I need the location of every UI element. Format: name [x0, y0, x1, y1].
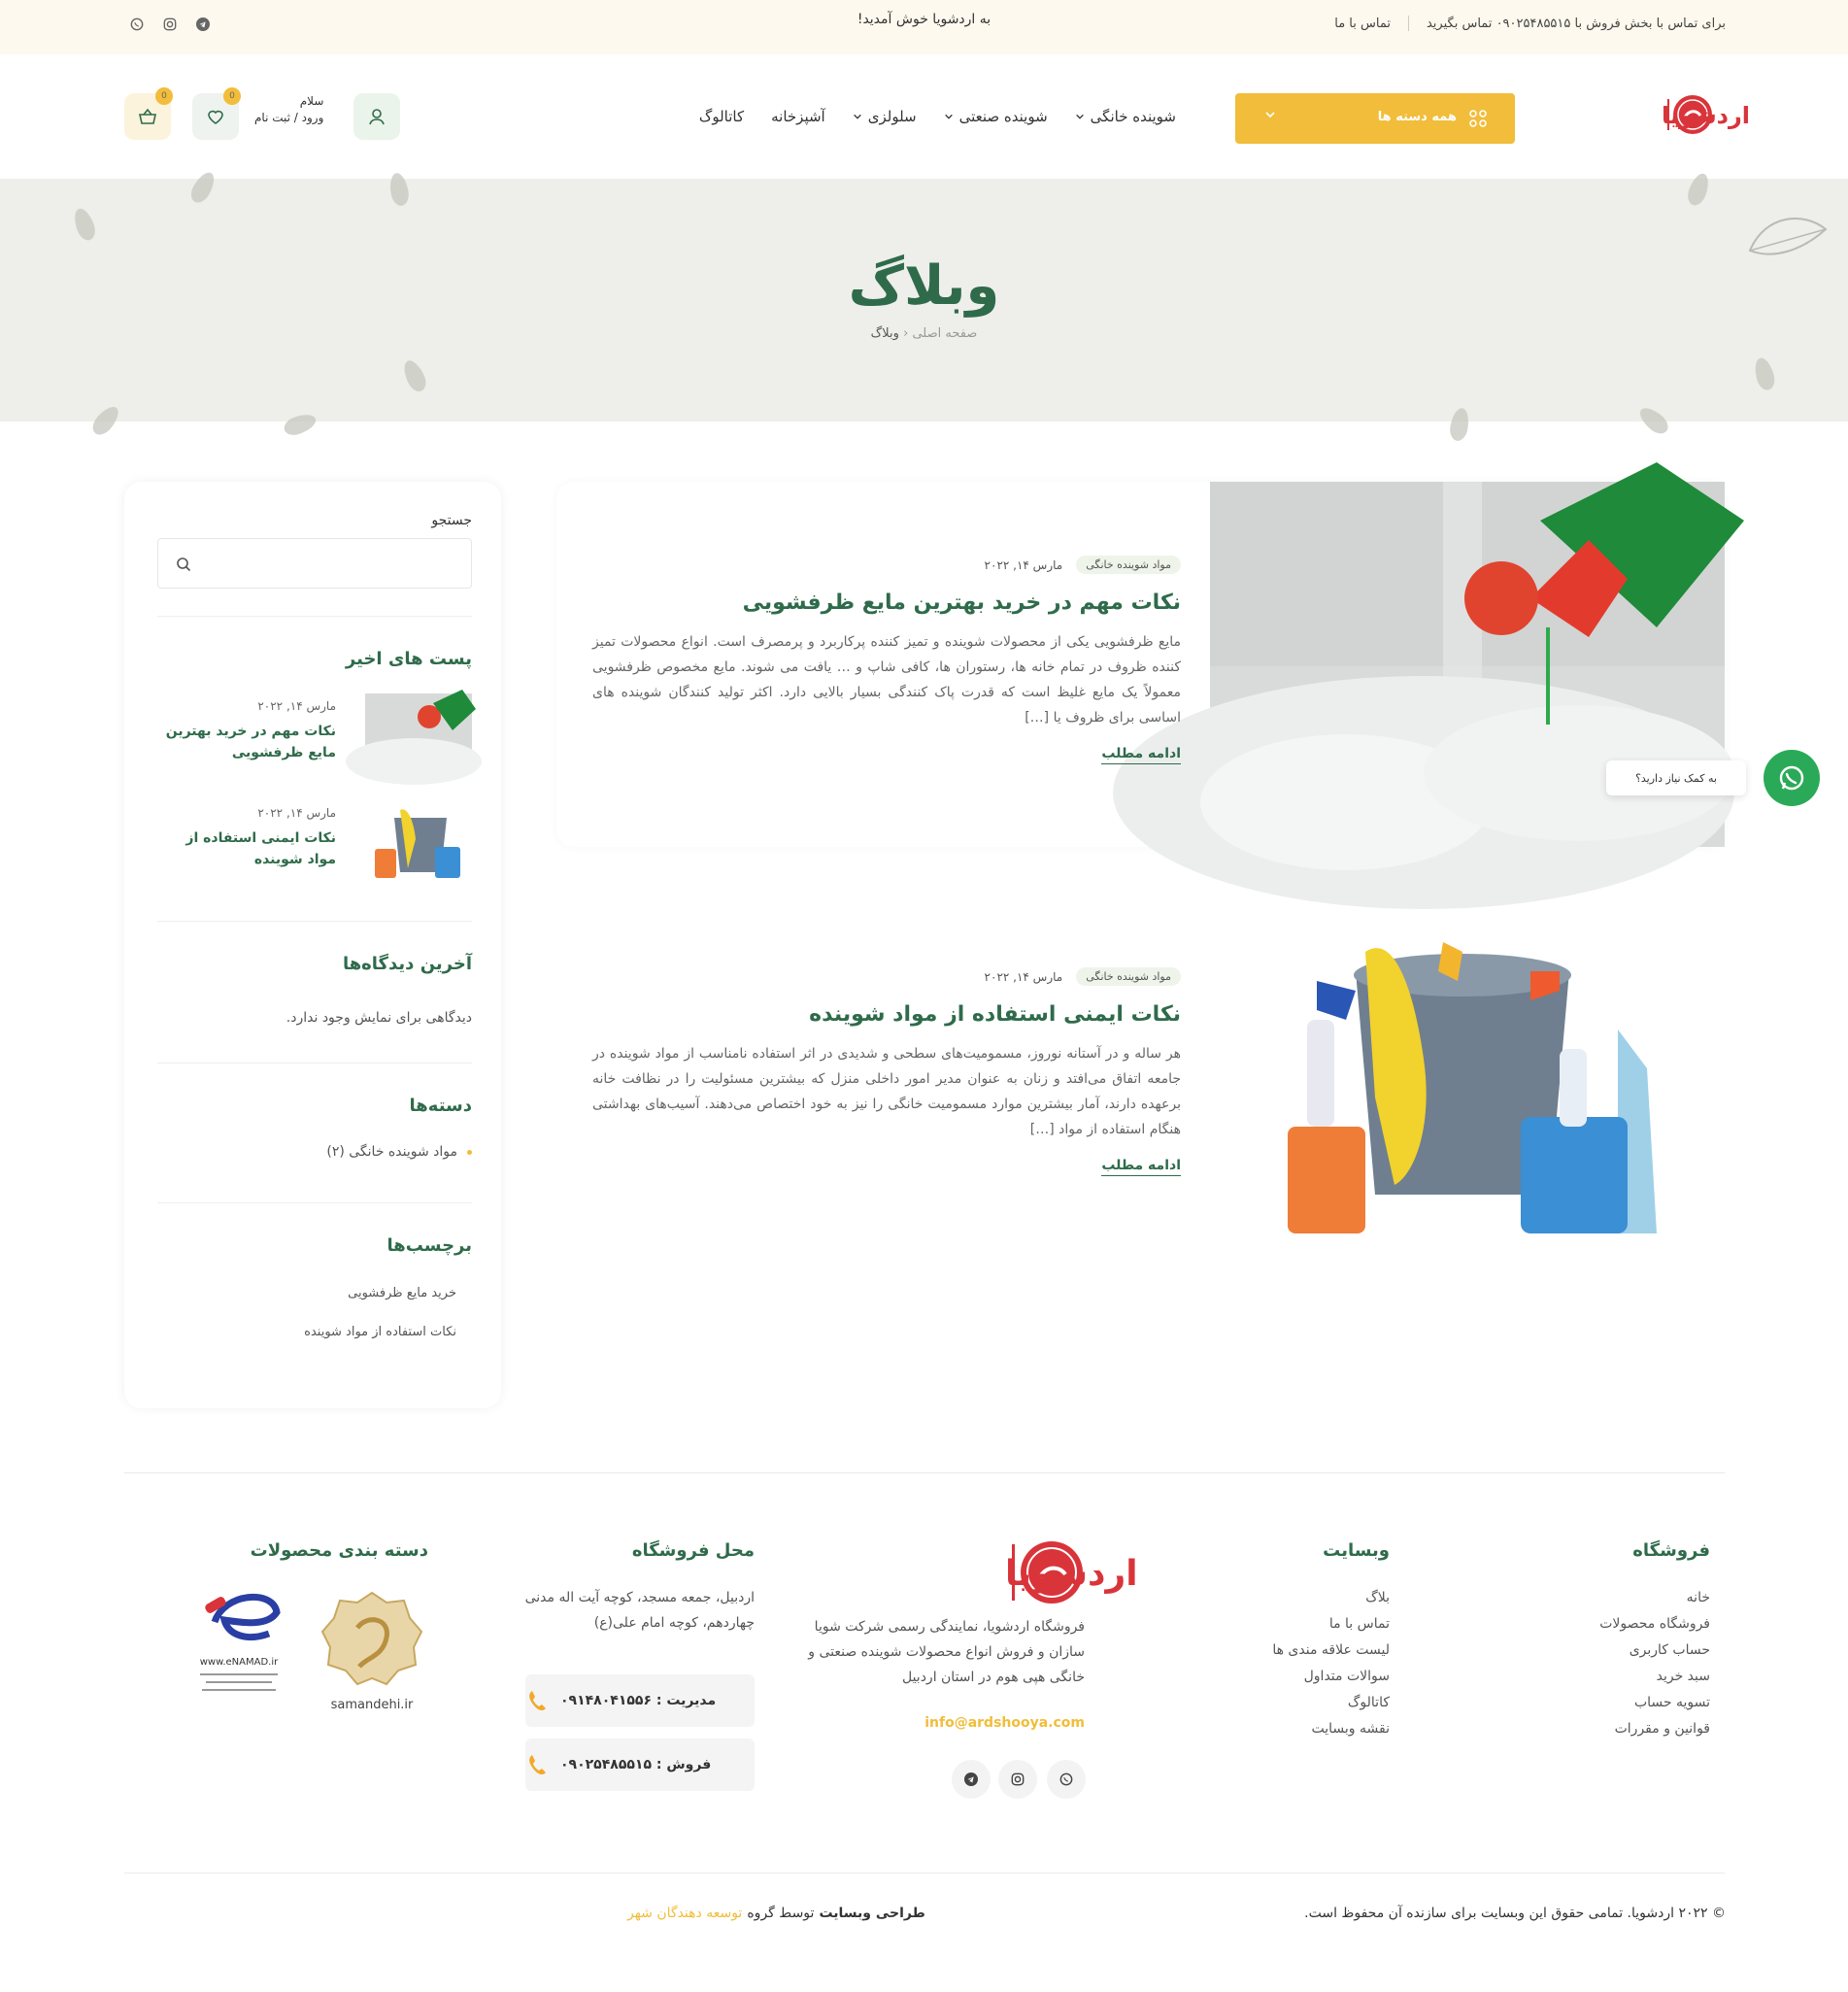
footer-telegram-button[interactable]	[952, 1760, 991, 1799]
footer-cert-title: دسته بندی محصولات	[250, 1540, 428, 1561]
footer-link[interactable]: فروشگاه محصولات	[1599, 1616, 1710, 1632]
footer-shop-links	[1599, 1585, 1710, 1742]
design-credit-prefix: طراحی وبسایت	[819, 1906, 925, 1921]
chevron-down-icon	[944, 112, 954, 121]
phone-sales-text: فروش : ۰۹۰۲۵۴۸۵۵۱۵	[560, 1757, 712, 1773]
post-date: مارس ۱۴, ۲۰۲۲	[984, 969, 1063, 984]
post-excerpt: مایع ظرفشویی یکی از محصولات شوینده و تمیز کننده پرکاربرد و پرمصرف است. انواع محصولات تمیز کننده ظروف در تمام خانه ها، رستوران ها، کافی شاپ و … یافت می شوند. مایع مخصوص ظرفشویی معمولاً یک مایع غلیظ است که قدرت پاک کنندگی بسیار بالایی دارد. اکثر تولید کنندگان شوینده های اساسی برای ظروف یا […]	[592, 634, 1181, 726]
wishlist-count-badge: 0	[223, 87, 241, 105]
footer-link[interactable]: سبد خرید	[1656, 1669, 1710, 1684]
phone-icon	[525, 1752, 551, 1777]
tags-title: برچسب‌ها	[386, 1235, 472, 1256]
contact-link[interactable]: تماس با ما	[1334, 16, 1391, 31]
whatsapp-icon	[1777, 763, 1806, 793]
footer-divider	[124, 1472, 1725, 1473]
telegram-icon[interactable]	[196, 17, 210, 31]
tag-link[interactable]: نکات استفاده از مواد شوینده	[304, 1325, 456, 1339]
recent-post-thumbnail[interactable]	[365, 693, 472, 773]
read-more-link[interactable]: ادامه مطلب	[1101, 746, 1181, 764]
post-thumbnail-cleaning-supplies[interactable]	[1210, 913, 1725, 1241]
footer-link[interactable]: قوانین و مقررات	[1614, 1721, 1710, 1737]
sidebar	[124, 482, 501, 1408]
user-icon	[367, 107, 386, 126]
footer-link[interactable]: نقشه وبسایت	[1311, 1721, 1390, 1737]
phone-manager-text: مدیریت : ۰۹۱۴۸۰۴۱۵۵۶	[560, 1693, 717, 1708]
design-credit-link[interactable]: توسعه دهندگان شهر	[627, 1906, 743, 1921]
basket-icon	[138, 107, 157, 126]
phone-sales-box[interactable]	[525, 1739, 755, 1791]
whatsapp-help-tooltip[interactable]: به کمک نیاز دارید؟	[1606, 760, 1746, 795]
all-categories-button[interactable]	[1235, 93, 1515, 144]
footer-link[interactable]: تماس با ما	[1328, 1616, 1390, 1632]
footer-link[interactable]: سوالات متداول	[1303, 1669, 1390, 1684]
telegram-icon	[964, 1773, 978, 1786]
breadcrumb-separator: ‹	[898, 326, 909, 341]
bullet-dot	[467, 1150, 472, 1155]
welcome-text: به اردشویا خوش آمدید!	[857, 12, 991, 27]
chevron-down-icon	[1264, 109, 1276, 124]
enamad-text: www.eNAMAD.ir	[199, 1657, 279, 1668]
search-input[interactable]	[157, 538, 472, 589]
leaf-decoration	[1752, 355, 1777, 392]
samandehi-text: samandehi.ir	[330, 1698, 414, 1712]
sales-contact-text: برای تماس با بخش فروش با ۰۹۰۲۵۴۸۵۵۱۵ تماس بگیرید	[1426, 16, 1726, 31]
recent-post-thumbnail[interactable]	[365, 800, 472, 880]
nav-item-cellulose[interactable]: سلولزی	[853, 108, 917, 125]
nav-item-household[interactable]: شوینده خانگی	[1075, 108, 1176, 125]
chevron-down-icon	[853, 112, 862, 121]
nav-item-kitchen[interactable]: آشپزخانه	[771, 108, 825, 125]
design-credit-mid: توسط گروه	[747, 1906, 815, 1921]
footer-instagram-button[interactable]	[998, 1760, 1037, 1799]
recent-posts-title: پست های اخیر	[345, 649, 472, 669]
divider	[157, 921, 472, 922]
footer-logo[interactable]	[885, 1538, 1138, 1610]
no-comments-text: دیدگاهی برای نمایش وجود ندارد.	[286, 1010, 472, 1026]
nav-item-industrial[interactable]: شوینده صنعتی	[944, 108, 1048, 125]
footer-link[interactable]: حساب کاربری	[1629, 1642, 1710, 1658]
leaf-decoration	[71, 206, 99, 243]
blog-post-card	[556, 913, 1725, 1241]
heart-icon	[206, 107, 225, 126]
post-title[interactable]: نکات مهم در خرید بهترین مایع ظرفشویی	[742, 591, 1181, 615]
read-more-link[interactable]: ادامه مطلب	[1101, 1158, 1181, 1176]
footer-link[interactable]: لیست علاقه مندی ها	[1272, 1642, 1390, 1658]
breadcrumb-home[interactable]: صفحه اصلی	[912, 326, 978, 341]
leaf-decoration	[1448, 407, 1471, 443]
search-icon	[176, 557, 191, 572]
main-nav	[699, 108, 1176, 125]
grid-icon	[1468, 109, 1488, 132]
phone-icon	[525, 1688, 551, 1713]
footer-whatsapp-button[interactable]	[1047, 1760, 1086, 1799]
footer-email-link[interactable]: info@ardshooya.com	[924, 1715, 1085, 1731]
samandehi-seal-icon	[319, 1589, 425, 1690]
footer-link[interactable]: تسویه حساب	[1633, 1695, 1710, 1710]
page-title: وبلاگ	[848, 254, 1000, 318]
blog-post-card	[556, 482, 1725, 847]
divider	[157, 1202, 472, 1203]
cart-count-badge: 0	[155, 87, 173, 105]
recent-post-title[interactable]: نکات ایمنی استفاده از مواد شوینده	[185, 830, 336, 867]
footer-shop-title: فروشگاه	[1632, 1540, 1710, 1561]
svg-text:اردشویا: اردشویا	[1005, 1554, 1138, 1594]
divider	[157, 616, 472, 617]
footer-link[interactable]: کاتالوگ	[1347, 1695, 1390, 1710]
footer-about-text: فروشگاه اردشویا، نمایندگی رسمی شرکت شویا سازان و فروش انواع محصولات شوینده صنعتی و خانگی هپی هوم در استان اردبیل	[808, 1619, 1085, 1685]
recent-post-date: مارس ۱۴, ۲۰۲۲	[257, 699, 336, 713]
login-link[interactable]: ورود / ثبت نام	[254, 111, 324, 124]
recent-post-title[interactable]: نکات مهم در خرید بهترین مایع ظرفشویی	[165, 724, 336, 760]
divider	[157, 1063, 472, 1064]
cart-button[interactable]	[124, 93, 171, 140]
site-header	[0, 54, 1848, 179]
instagram-icon	[1011, 1773, 1025, 1786]
footer-link[interactable]: خانه	[1686, 1590, 1710, 1605]
post-excerpt: هر ساله و در آستانه نوروز، مسمومیت‌های سطحی و شدیدی در اثر استفاده نامناسب از مواد شوینده در جامعه اتفاق می‌افتد و زنان به عنوان مدیر امور داخلی منزل که بیشترین مسئولیت را در نظافت خانه برعهده دارند، آمار بیشترین موارد مسمومیت خانگی را نیز به خود اختصاص می‌دهند. آسیب‌های بهداشتی هنگام استفاده از مواد […]	[592, 1046, 1181, 1137]
breadcrumb	[0, 326, 1848, 341]
footer-location-title: محل فروشگاه	[631, 1540, 755, 1561]
enamad-logo-icon	[195, 1583, 283, 1651]
breadcrumb-current: وبلاگ	[870, 326, 899, 341]
footer-bottom-divider	[124, 1873, 1725, 1874]
recent-post-item[interactable]	[157, 693, 472, 773]
post-title[interactable]: نکات ایمنی استفاده از مواد شوینده	[809, 1002, 1181, 1027]
wishlist-button[interactable]	[192, 93, 239, 140]
recent-post-date: مارس ۱۴, ۲۰۲۲	[257, 806, 336, 820]
tag-link[interactable]: خرید مایع ظرفشویی	[348, 1286, 456, 1300]
top-bar	[0, 0, 1848, 54]
footer-link[interactable]: بلاگ	[1365, 1590, 1390, 1605]
enamad-badge[interactable]	[192, 1583, 286, 1697]
leaf-decoration	[1635, 403, 1672, 438]
svg-text:اردشویا: اردشویا	[1662, 102, 1751, 129]
whatsapp-icon[interactable]	[130, 17, 144, 31]
page-hero	[0, 179, 1848, 422]
post-category-badge[interactable]: مواد شوینده خانگی	[1076, 556, 1181, 574]
leaf-decoration	[88, 402, 123, 439]
design-credit	[627, 1906, 925, 1921]
samandehi-badge[interactable]	[311, 1589, 433, 1712]
copyright-text: © ۲۰۲۲ اردشویا. تمامی حقوق این وبسایت برای سازنده آن محفوظ است.	[1304, 1906, 1726, 1921]
phone-manager-box[interactable]	[525, 1674, 755, 1727]
categories-title: دسته‌ها	[409, 1096, 472, 1116]
footer-site-title: وبسایت	[1323, 1540, 1390, 1561]
instagram-icon[interactable]	[163, 17, 177, 31]
site-logo[interactable]	[1586, 93, 1751, 136]
greeting-text: سلام	[299, 94, 324, 108]
user-button[interactable]	[353, 93, 400, 140]
whatsapp-icon	[1059, 1773, 1073, 1786]
whatsapp-chat-button[interactable]	[1764, 750, 1820, 806]
category-item[interactable]	[326, 1144, 472, 1160]
post-category-badge[interactable]: مواد شوینده خانگی	[1076, 967, 1181, 986]
leaf-decoration	[400, 357, 430, 394]
category-item-label: مواد شوینده خانگی (۲)	[326, 1144, 457, 1160]
leaf-decoration	[282, 411, 319, 439]
recent-post-item[interactable]	[157, 800, 472, 880]
chevron-down-icon	[1075, 112, 1085, 121]
search-label: جستجو	[431, 513, 472, 528]
footer-site-links	[1272, 1585, 1390, 1742]
nav-item-catalog[interactable]: کاتالوگ	[698, 108, 745, 125]
account-link[interactable]	[254, 93, 323, 126]
post-date: مارس ۱۴, ۲۰۲۲	[984, 557, 1063, 572]
all-categories-label: همه دسته ها	[1377, 110, 1457, 124]
footer-address: اردبیل، جمعه مسجد، کوچه آیت اله مدنی چهاردهم، کوچه امام علی(ع)	[524, 1590, 755, 1631]
recent-comments-title: آخرین دیدگاه‌ها	[342, 954, 472, 974]
